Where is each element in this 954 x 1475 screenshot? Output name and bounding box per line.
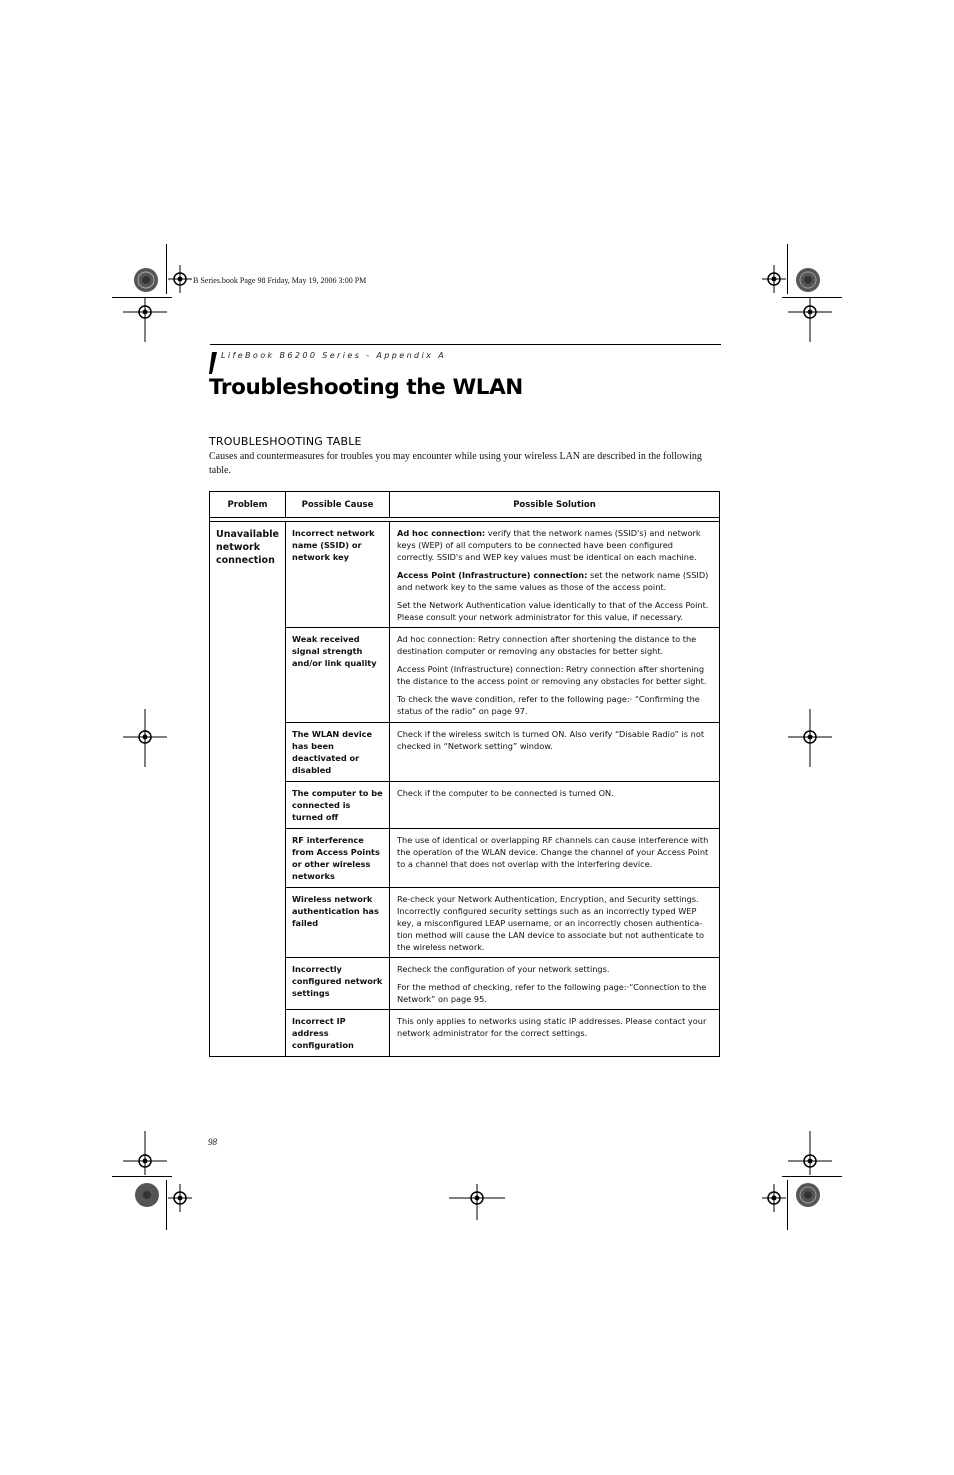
solution-text: Recheck the configuration of your network settings. xyxy=(397,964,610,974)
solution-paragraph xyxy=(397,728,712,752)
header-problem: Problem xyxy=(210,492,286,517)
problem-cell: Unavailable network connection xyxy=(210,522,286,1056)
solution-cell xyxy=(390,958,719,1009)
solution-lead-in: Access Point (Infrastructure) connection: xyxy=(397,570,588,580)
crop-line xyxy=(782,1176,842,1177)
page-number: 98 xyxy=(208,1137,217,1147)
solution-cell xyxy=(390,782,719,828)
solution-lead-in: Ad hoc connection: xyxy=(397,528,486,538)
solution-text: Access Point (Infrastructure) connection: Retry connection after shortening the distance to the access point or removing any obstacles for better sight. xyxy=(397,664,707,686)
crosshair-mark xyxy=(798,298,822,326)
crop-line xyxy=(112,1176,172,1177)
table-row xyxy=(286,888,719,958)
crosshair-mark xyxy=(133,1147,157,1175)
header-possible-cause: Possible Cause xyxy=(286,492,390,517)
cause-cell: The computer to be connected is turned off xyxy=(286,782,390,828)
solution-cell xyxy=(390,628,719,722)
solution-paragraph xyxy=(397,569,712,593)
cause-cell: Incorrect network name (SSID) or network key xyxy=(286,522,390,627)
table-body xyxy=(210,522,719,1056)
registration-mark-bottom-left xyxy=(134,1182,160,1208)
crop-line xyxy=(166,1180,167,1230)
registration-mark-top-right xyxy=(795,267,821,293)
crosshair-mark xyxy=(133,298,157,326)
cause-cell: The WLAN device has been deactivated or disabled xyxy=(286,723,390,781)
crosshair-mark xyxy=(168,1184,192,1212)
crosshair-mark xyxy=(168,265,192,293)
cause-cell: RF interference from Access Points or other wireless networks xyxy=(286,829,390,887)
cause-cell: Incorrect IP address configuration xyxy=(286,1010,390,1056)
header-possible-solution: Possible Solution xyxy=(513,499,596,510)
solution-cell xyxy=(390,723,719,781)
solution-text: Set the Network Authentication value identically to that of the Access Point. Please consult your network administrator for this value, if necessary. xyxy=(397,600,709,622)
crosshair-mark xyxy=(762,1184,786,1212)
solution-cell xyxy=(390,888,719,957)
crop-line xyxy=(166,244,167,294)
crop-line xyxy=(787,1180,788,1230)
solution-paragraph xyxy=(397,599,712,623)
running-header: LifeBook B6200 Series - Appendix A xyxy=(221,351,447,360)
solution-paragraph xyxy=(397,633,712,657)
solution-paragraph xyxy=(397,693,712,717)
registration-mark-top-left xyxy=(133,267,159,293)
cause-cell: Weak received signal strength and/or link quality xyxy=(286,628,390,722)
print-info: B Series.book Page 98 Friday, May 19, 2006 3:00 PM xyxy=(193,276,367,285)
solution-text: set the network name (SSID) and network key to the same values as those of the access point. xyxy=(397,570,709,592)
solution-paragraph xyxy=(397,834,712,870)
solution-paragraph xyxy=(397,527,712,563)
solution-text: Re-check your Network Authentication, Encryption, and Security settings. Incorrectly configured security settings such as an incorrectly typed WEP key, a misconfigured LEAP username, or an incorrectly chosen authentica-tion method will cause the LAN device to associate but not authenticate to the wireless network. xyxy=(397,894,704,952)
section-title: TROUBLESHOOTING TABLE xyxy=(209,435,362,448)
solution-text: Ad hoc connection: Retry connection after shortening the distance to the destination computer or removing any obstacles for better sight. xyxy=(397,634,697,656)
solution-paragraph xyxy=(397,893,712,953)
crosshair-mark xyxy=(465,1184,489,1212)
solution-text: To check the wave condition, refer to the following page:· “Confirming the status of the radio” on page 97. xyxy=(397,694,700,716)
crosshair-mark xyxy=(133,723,157,751)
table-row xyxy=(286,628,719,723)
solution-paragraph xyxy=(397,963,712,975)
table-row xyxy=(286,829,719,888)
solution-text: Check if the computer to be connected is turned ON. xyxy=(397,788,614,798)
solution-text: This only applies to networks using static IP addresses. Please contact your network administrator for the correct settings. xyxy=(397,1016,707,1038)
solution-paragraph xyxy=(397,663,712,687)
crosshair-mark xyxy=(798,1147,822,1175)
registration-mark-bottom-right xyxy=(795,1182,821,1208)
intro-paragraph: Causes and countermeasures for troubles you may encounter while using your wireless LAN are described in the following table. xyxy=(209,451,702,476)
cause-solution-rows xyxy=(286,522,719,1056)
crosshair-mark xyxy=(798,723,822,751)
solution-text: For the method of checking, refer to the following page:·“Connection to the Network” on page 95. xyxy=(397,982,707,1004)
page-title: Troubleshooting the WLAN xyxy=(209,375,523,400)
cause-cell: Wireless network authentication has failed xyxy=(286,888,390,957)
table-row xyxy=(286,958,719,1010)
crosshair-mark xyxy=(762,265,786,293)
solution-text: The use of identical or overlapping RF channels can cause interference with the operation of the WLAN device. Change the channel of your Access Point to a channel that does not overlap with the interfering device. xyxy=(397,835,709,869)
solution-cell xyxy=(390,522,719,627)
table-row xyxy=(286,782,719,829)
troubleshooting-table xyxy=(209,491,720,1057)
solution-cell xyxy=(390,1010,719,1056)
solution-text: Check if the wireless switch is turned ON. Also verify “Disable Radio” is not checked in “Network setting” window. xyxy=(397,729,705,751)
solution-paragraph xyxy=(397,787,712,799)
crop-line xyxy=(787,244,788,294)
solution-cell xyxy=(390,829,719,887)
table-row xyxy=(286,522,719,628)
table-header-row xyxy=(210,492,719,518)
table-row xyxy=(286,723,719,782)
solution-paragraph xyxy=(397,1015,712,1039)
header-rule xyxy=(210,344,721,345)
table-row xyxy=(286,1010,719,1056)
cause-cell: Incorrectly configured network settings xyxy=(286,958,390,1009)
solution-text: verify that the network names (SSID's) and network keys (WEP) of all computers to be connected have been configured correctly. SSID's and WEP key values must be identical on each machine. xyxy=(397,528,701,562)
solution-paragraph xyxy=(397,981,712,1005)
